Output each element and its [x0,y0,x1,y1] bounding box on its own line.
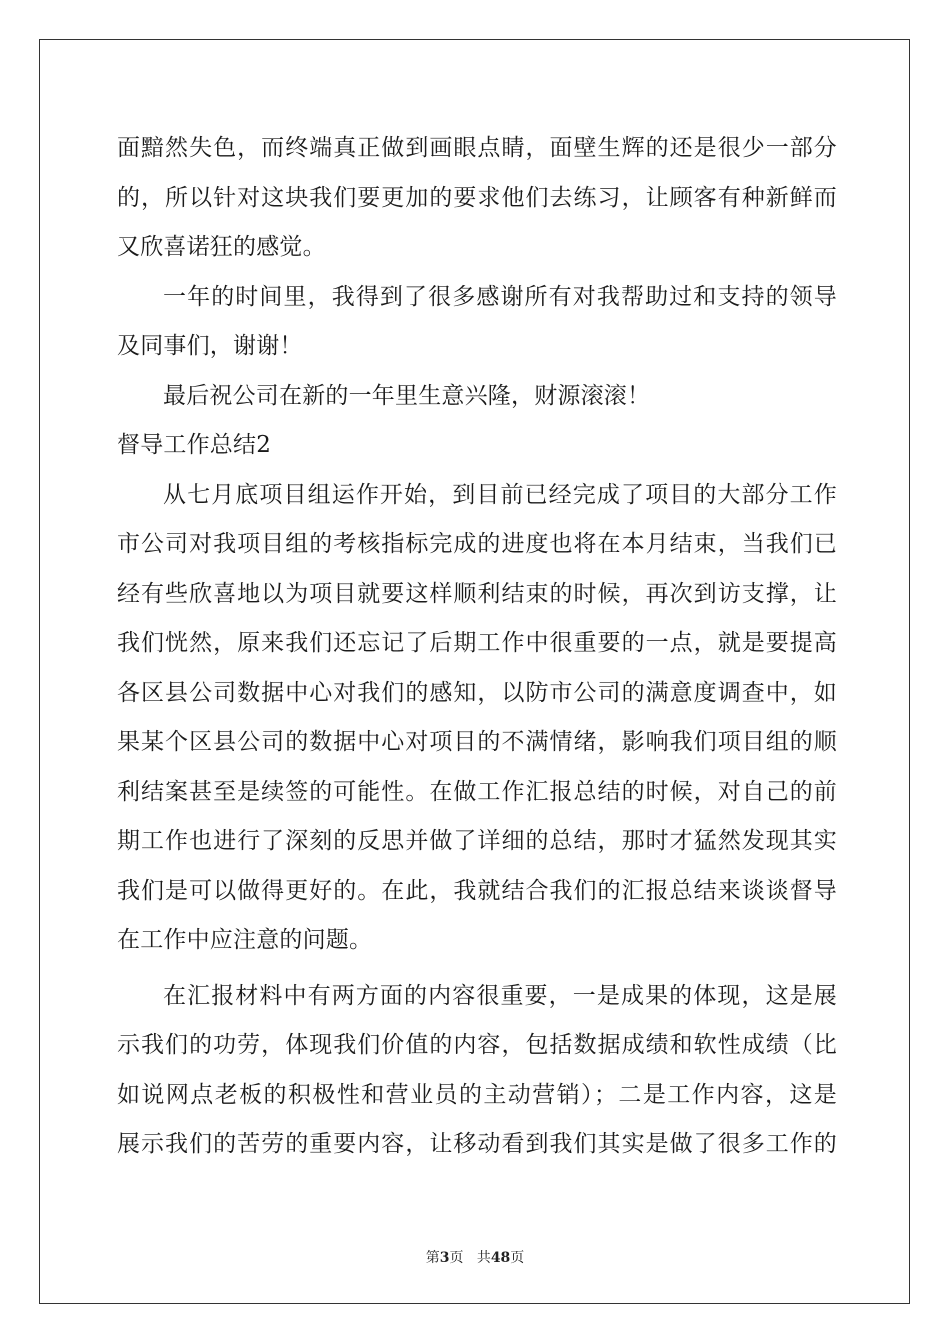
text-line: 面黯然失色，而终端真正做到画眼点睛，面壁生辉的还是很少一部分 [117,135,837,161]
text-line: 果某个区县公司的数据中心对项目的不满情绪，影响我们项目组的顺 [117,729,837,755]
text-line: 展示我们的苦劳的重要内容，让移动看到我们其实是做了很多工作的 [117,1131,837,1157]
total-prefix: 共 [476,1250,491,1266]
text-line: 市公司对我项目组的考核指标完成的进度也将在本月结束，当我们已 [117,531,837,557]
page-suffix: 页 [449,1250,464,1266]
page-footer [0,1247,950,1267]
text-line: 我们是可以做得更好的。在此，我就结合我们的汇报总结来谈谈督导 [117,877,837,904]
document-body [117,124,837,1170]
text-line: 一年的时间里，我得到了很多感谢所有对我帮助过和支持的领导 [163,283,837,310]
text-line: 示我们的功劳，体现我们价值的内容，包括数据成绩和软性成绩（比 [117,1032,837,1058]
total-suffix: 页 [510,1250,525,1266]
text-line: 最后祝公司在新的一年里生意兴隆，财源滚滚！ [163,382,651,409]
page-prefix: 第 [425,1250,440,1266]
text-line: 经有些欣喜地以为项目就要这样顺利结束的时候，再次到访支撑，让 [117,580,837,607]
text-line: 在工作中应注意的问题。 [117,927,373,953]
section-heading: 督导工作总结2 [117,432,272,458]
text-line: 在汇报材料中有两方面的内容很重要，一是成果的体现，这是展 [163,982,837,1009]
text-line: 如说网点老板的积极性和营业员的主动营销）；二是工作内容，这是 [117,1081,837,1108]
page-number: 3 [439,1250,450,1266]
text-line: 及同事们，谢谢！ [117,333,303,359]
text-line: 又欣喜诺狂的感觉。 [117,234,326,260]
text-line: 从七月底项目组运作开始，到目前已经完成了项目的大部分工作 [163,481,837,508]
text-line: 利结案甚至是续签的可能性。在做工作汇报总结的时候，对自己的前 [117,778,837,805]
text-line: 各区县公司数据中心对我们的感知，以防市公司的满意度调查中，如 [117,679,837,706]
total-pages: 48 [490,1250,511,1266]
text-line: 我们恍然，原来我们还忘记了后期工作中很重要的一点，就是要提高 [117,630,837,656]
text-line: 的，所以针对这块我们要更加的要求他们去练习，让顾客有种新鲜而 [117,184,837,211]
text-line: 期工作也进行了深刻的反思并做了详细的总结，那时才猛然发现其实 [117,828,837,854]
